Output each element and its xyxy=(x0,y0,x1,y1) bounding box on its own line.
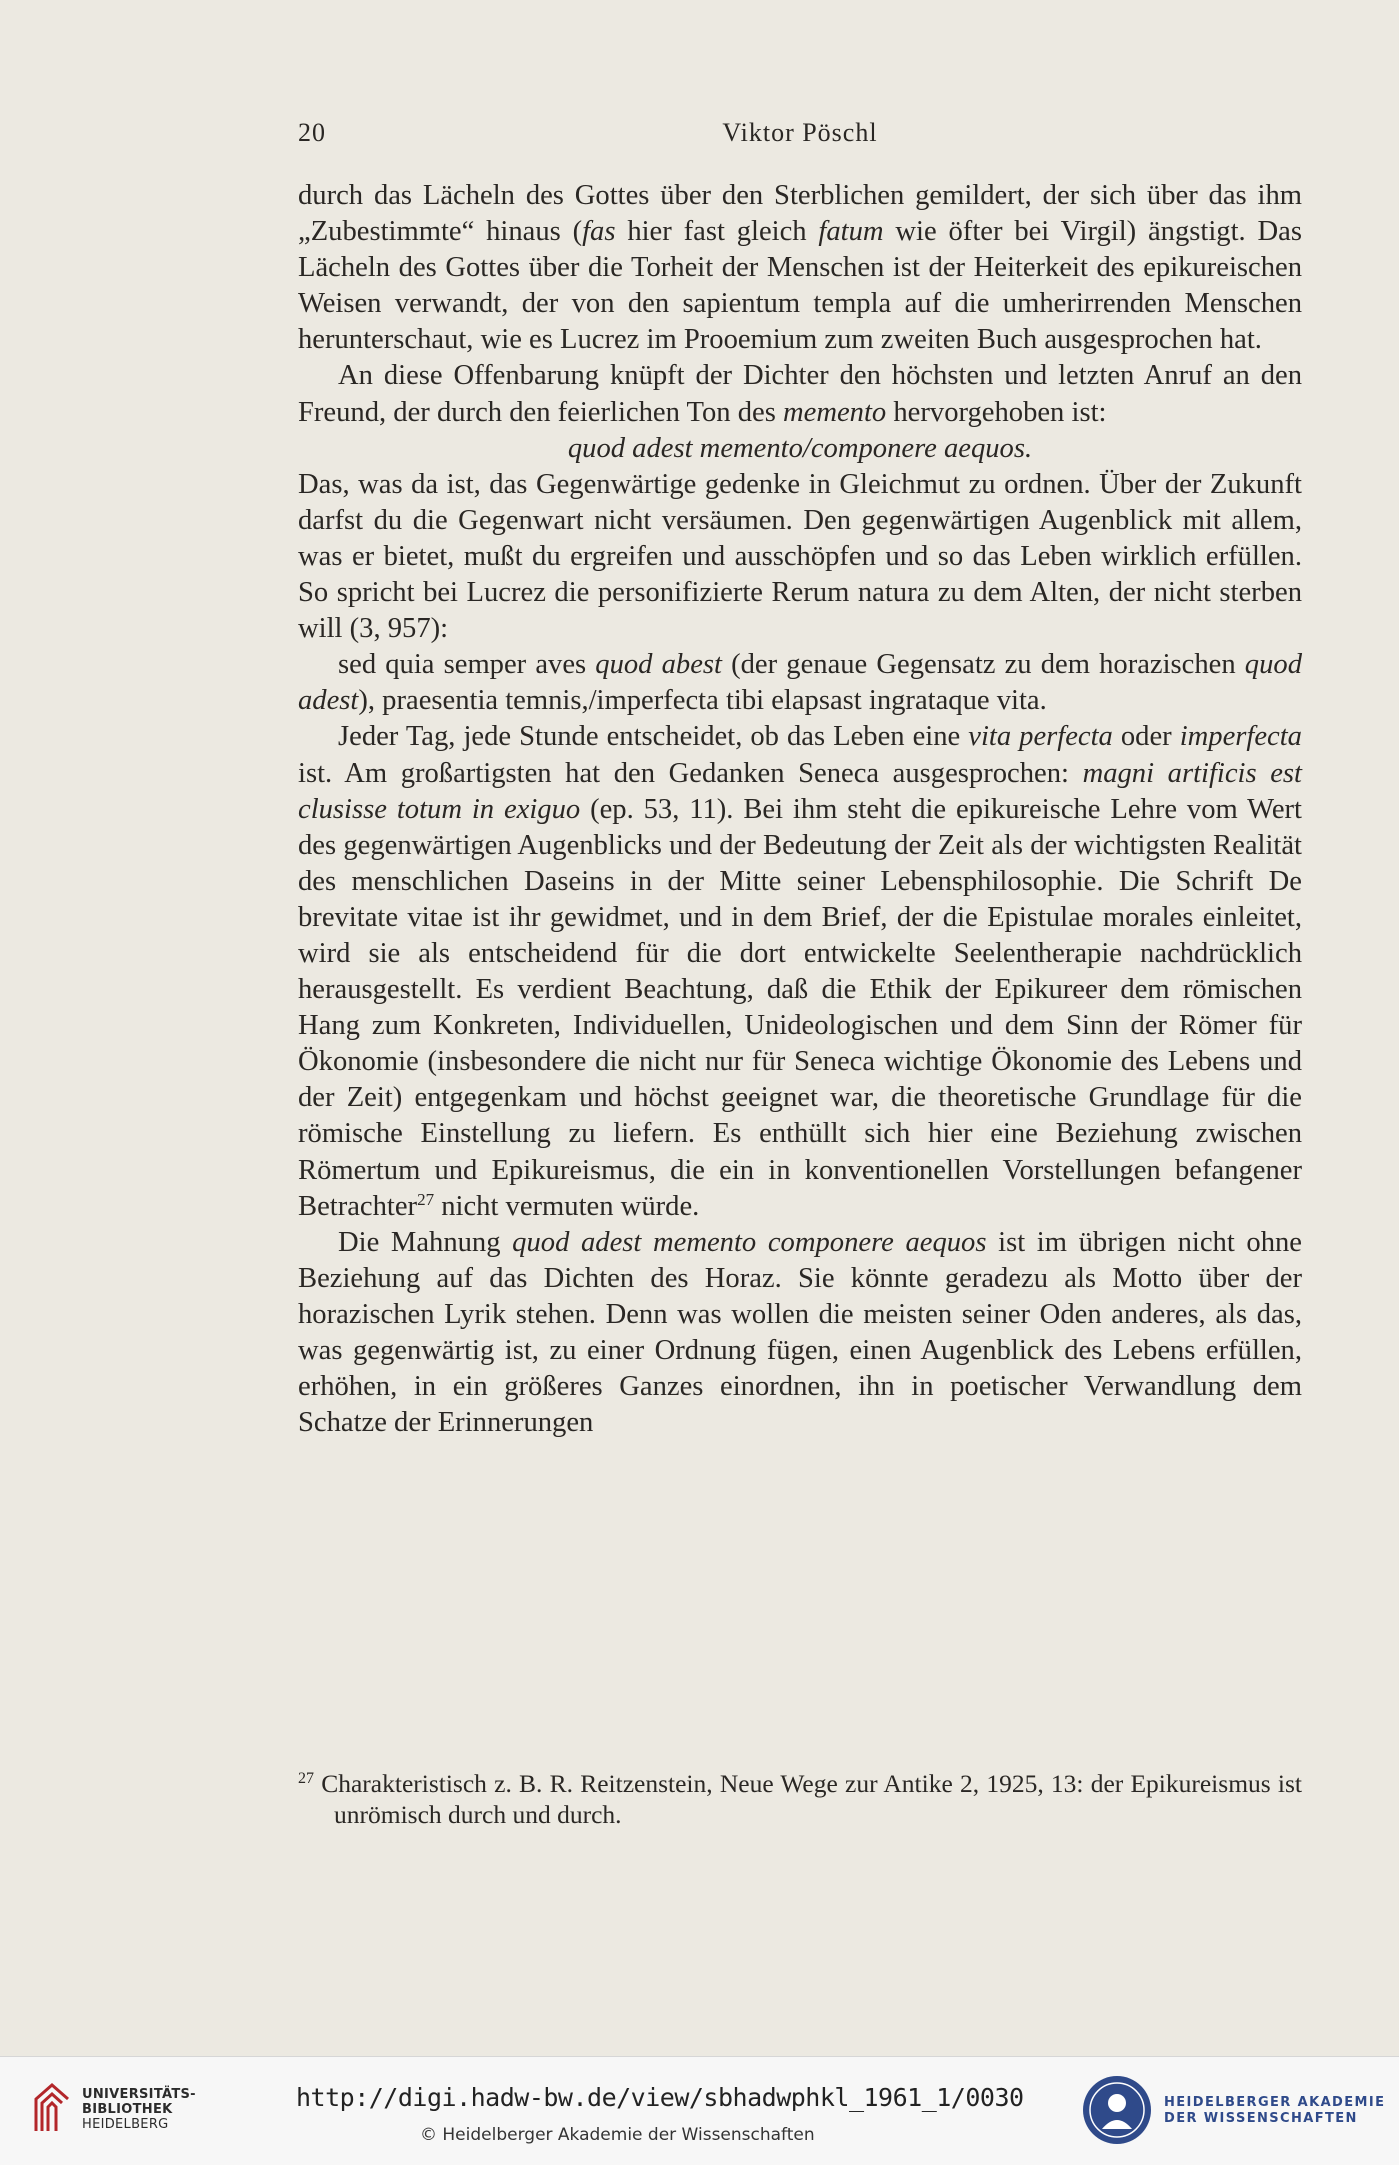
copyright-notice: © Heidelberger Akademie der Wissenschaften xyxy=(420,2125,815,2145)
footer-bar xyxy=(0,2056,1399,2165)
paragraph-3: Das, was da ist, das Gegenwärtige gedenke in Gleichmut zu ordnen. Über der Zukunft darfst du die Gegenwart nicht versäumen. Den gegenwärtigen Augenblick mit allem, was er bietet, mußt du ergreifen und ausschöpfen und so das Leben wirklich erfüllen. So spricht bei Lucrez die personifizierte Rerum natura zu dem Alten, der nicht sterben will (3, 957): xyxy=(298,468,1302,645)
paragraph-1: durch das Lächeln des Gottes über den Sterblichen gemildert, der sich über das ihm „Zubestimmte“ hinaus (fas hier fast gleich fatum wie öfter bei Virgil) ängstigt. Das Lächeln des Gottes über die Torheit der Menschen ist der Heiterkeit des epikureischen Weisen verwandt, der von den sapientum templa auf die umherirrenden Menschen herunterschaut, wie es Lucrez im Prooemium zum zweiten Buch ausgesprochen hat. xyxy=(298,180,1302,356)
running-title: Viktor Pöschl xyxy=(722,118,878,147)
paragraph-4: Jeder Tag, jede Stunde entscheidet, ob das Leben eine vita perfecta oder imperfecta ist. Am großartigsten hat den Gedanken Seneca ausgesprochen: magni artificis est clusisse totum in exiguo (ep. 53, 11). Bei ihm steht die epikureische Lehre vom Wert des gegenwärtigen Augenblicks und der Bedeutung der Zeit als der wichtigsten Realität des menschlichen Daseins in der Mitte seiner Lebensphilosophie. Die Schrift De brevitate vitae ist ihr gewidmet, und in dem Brief, der die Epistulae morales einleitet, wird sie als entscheidend für die dort entwickelte Seelentherapie nachdrücklich herausgestellt. Es verdient Beachtung, daß die Ethik der Epikureer dem römischen Hang zum Konkreten, Individuellen, Unideologischen und dem Sinn der Römer für Ökonomie (insbesondere die nicht nur für Seneca wichtige Ökonomie des Lebens und der Zeit) entgegenkam und höchst geeignet war, die theoretische Grundlage für die römische Einstellung zu liefern. Es enthüllt sich hier eine Beziehung zwischen Römertum und Epikureismus, die ein in konventionellen Vorstellungen befangener Betrachter$^{27}$ nicht vermuten würde. xyxy=(298,721,1302,1222)
university-library-name: UNIVERSITÄTS- BIBLIOTHEK HEIDELBERG xyxy=(82,2087,196,2132)
page-header xyxy=(298,118,1302,158)
permalink-url[interactable]: http://digi.hadw-bw.de/view/sbhadwphkl_1961_1/0030 xyxy=(296,2083,1024,2112)
footnote-text: Charakteristisch z. B. R. Reitzenstein, Neue Wege zur Antike 2, 1925, 13: der Epikureismus ist unrömisch durch und durch. xyxy=(321,1769,1302,1829)
paragraph-5: Die Mahnung quod adest memento componere aequos ist im übrigen nicht ohne Beziehung auf das Dichten des Horaz. Sie könnte geradezu als Motto über der horazischen Lyrik stehen. Denn was wollen die meisten seiner Oden anderes, als das, was gegenwärtig ist, zu einer Ordnung fügen, einen Augenblick des Lebens erfüllen, erhöhen, in ein größeres Ganzes einordnen, ihn in poetischer Verwandlung dem Schatze der Erinnerungen xyxy=(298,1226,1302,1439)
verse-quote: quod adest memento/componere aequos. xyxy=(567,432,1033,464)
paragraph-2: An diese Offenbarung knüpft der Dichter den höchsten und letzten Anruf an den Freund, der durch den feierlichen Ton des memento hervorgehoben ist: xyxy=(298,360,1302,428)
university-library-logo-icon xyxy=(30,2079,74,2137)
lucretius-quote: sed quia semper aves quod abest (der genaue Gegensatz zu dem horazischen quod adest), praesentia temnis,/imperfecta tibi elapsast ingrataque vita. xyxy=(298,649,1302,717)
academy-name: HEIDELBERGER AKADEMIE DER WISSENSCHAFTEN xyxy=(1164,2095,1386,2126)
body-text xyxy=(298,178,1302,1441)
academy-seal-icon xyxy=(1080,2073,1154,2147)
footnote xyxy=(298,1768,1302,1830)
footnote-marker: 27 xyxy=(298,1770,314,1787)
footnote-reference[interactable]: 27 xyxy=(417,1189,435,1209)
page-number: 20 xyxy=(298,118,326,147)
